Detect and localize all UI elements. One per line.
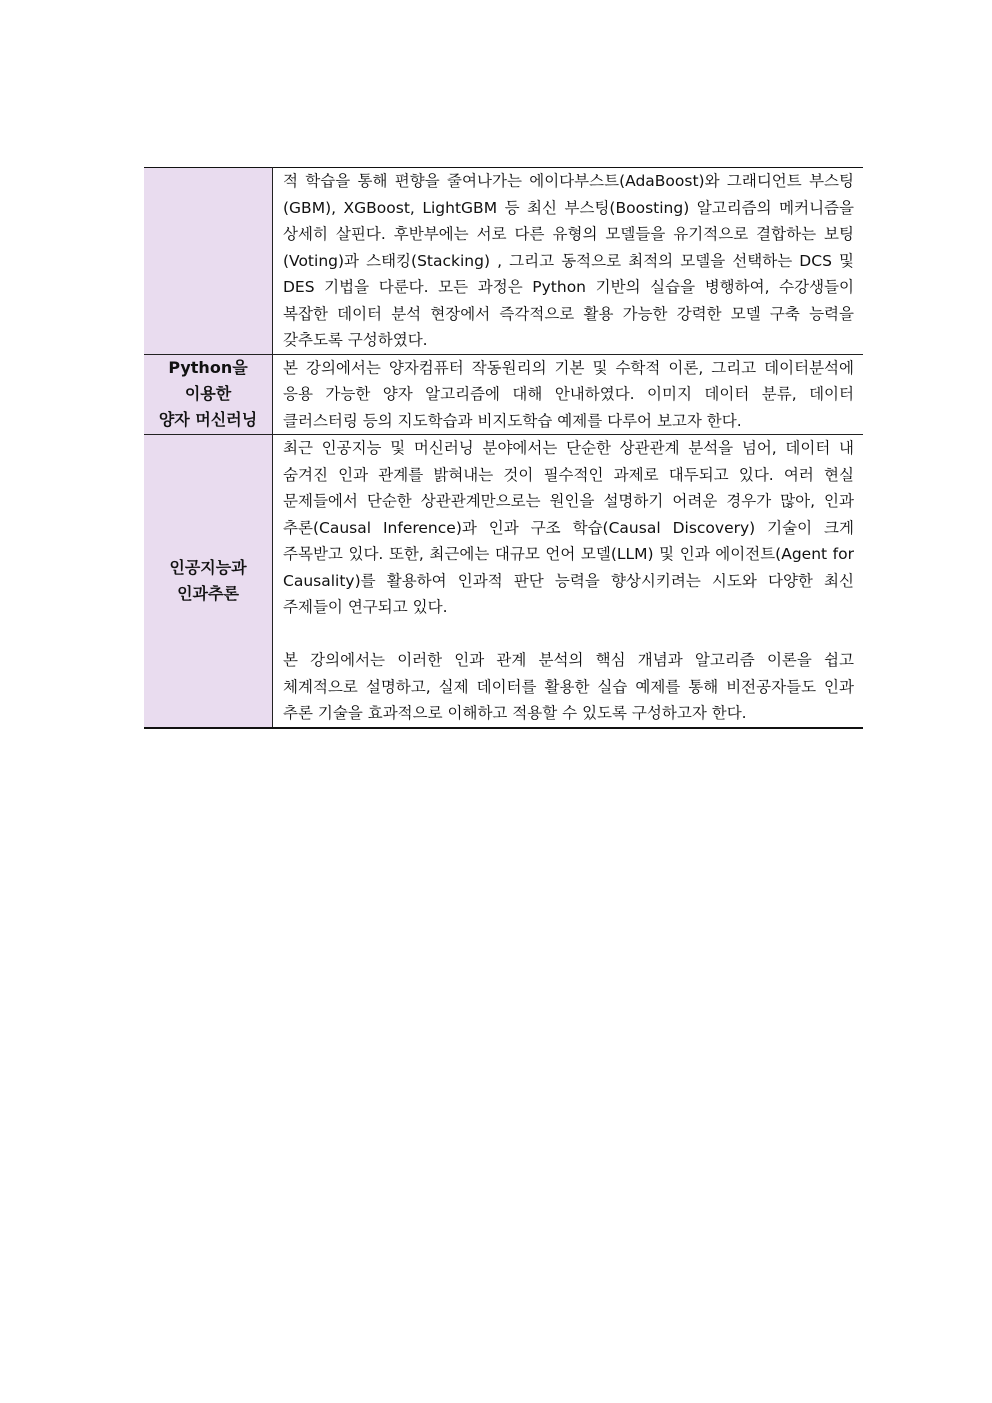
description-paragraph: 적 학습을 통해 편향을 줄여나가는 에이다부스트(AdaBoost)와 그래디언트 부스팅(GBM), XGBoost, LightGBM 등 최신 부스팅(Boosting) 알고리즘의 메커니즘을 상세히 살핀다. 후반부에는 서로 다른 유형의 모델들을 유기적으로 결합하는 보팅(Voting)과 스태킹(Stacking) , 그리고 동적으로 최적의 모델을 선택하는 DCS 및 DES 기법을 다룬다. 모든 과정은 Python 기반의 실습을 병행하여, 수강생들이 복잡한 데이터 분석 현장에서 즉각적으로 활용 가능한 강력한 모델 구축 능력을 갖추도록 구성하였다.	[283, 172, 854, 349]
course-description-cell	[273, 435, 864, 728]
description-paragraph: 본 강의에서는 이러한 인과 관계 분석의 핵심 개념과 알고리즘 이론을 쉽고 체계적으로 설명하고, 실제 데이터를 활용한 실습 예제를 통해 비전공자들도 인과 추론 기술을 효과적으로 이해하고 적용할 수 있도록 구성하고자 한다.	[283, 651, 854, 722]
description-paragraph: 최근 인공지능 및 머신러닝 분야에서는 단순한 상관관계 분석을 넘어, 데이터 내 숨겨진 인과 관계를 밝혀내는 것이 필수적인 과제로 대두되고 있다. 여러 현실 문제들에서 단순한 상관관계만으로는 원인을 설명하기 어려운 경우가 많아, 인과 추론(Causal Inference)과 인과 구조 학습(Causal Discovery) 기술이 크게 주목받고 있다. 또한, 최근에는 대규모 언어 모델(LLM) 및 인과 에이전트(Agent for Causality)를 활용하여 인과적 판단 능력을 향상시키려는 시도와 다양한 최신 주제들이 연구되고 있다.	[283, 439, 854, 616]
course-title-line: 양자 머신러닝	[158, 410, 258, 430]
course-description-cell	[273, 354, 864, 435]
paragraph-spacer	[283, 621, 854, 648]
course-title-line: Python을	[168, 358, 248, 378]
course-table	[144, 167, 863, 729]
course-title-line: 인공지능과	[169, 557, 247, 577]
course-title-line: 이용한	[184, 384, 232, 404]
table-row	[144, 354, 863, 435]
table-row	[144, 168, 863, 355]
course-title-cell	[144, 354, 273, 435]
course-description-cell	[273, 168, 864, 355]
course-title-cell	[144, 168, 273, 355]
course-title-cell	[144, 435, 273, 728]
table-row	[144, 435, 863, 728]
description-paragraph: 본 강의에서는 양자컴퓨터 작동원리의 기본 및 수학적 이론, 그리고 데이터분석에 응용 가능한 양자 알고리즘에 대해 안내하였다. 이미지 데이터 분류, 데이터 클러스터링 등의 지도학습과 비지도학습 예제를 다루어 보고자 한다.	[283, 358, 854, 430]
course-title-line: 인과추론	[177, 583, 239, 603]
